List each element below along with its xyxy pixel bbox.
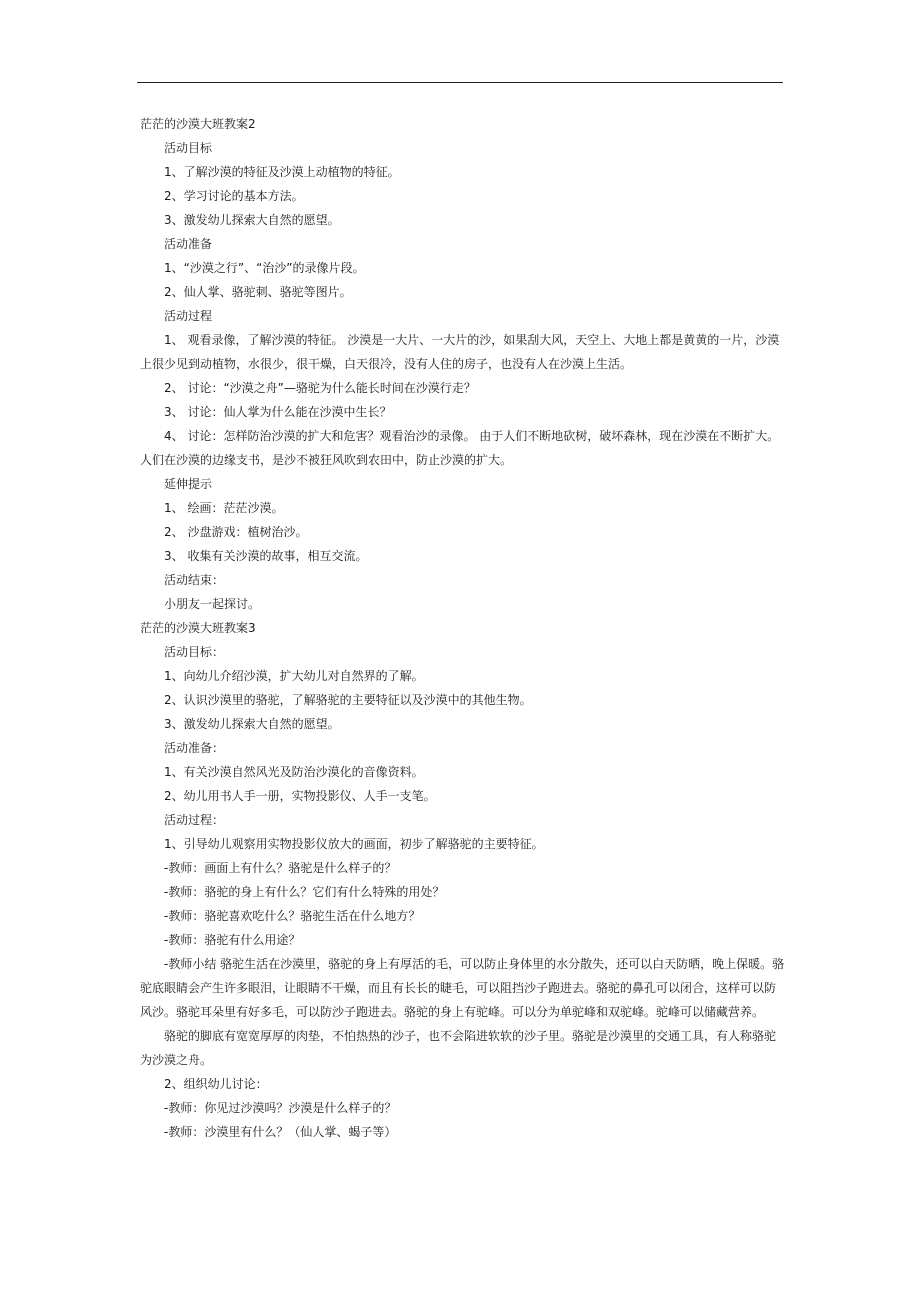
- process-item: 2、 讨论：“沙漠之舟”—骆驼为什么能长时间在沙漠行走？: [164, 381, 476, 395]
- extension-heading: 延伸提示: [164, 477, 213, 491]
- teacher-question: -教师：骆驼有什么用途？: [164, 933, 301, 947]
- teacher-summary: -教师小结 骆驼生活在沙漠里，骆驼的身上有厚活的毛，可以防止身体里的水分散失，还可以白天防晒，晚上保暖。骆驼底眼睛会产生许多眼泪，让眼睛不干燥，而且有长长的睫毛，可以阻挡沙子跑进去。骆驼的鼻孔可以闭合，这样可以防风沙。骆驼耳朵里有好多毛，可以防沙子跑进去。骆驼的身上有驼峰。可以分为单驼峰和双驼峰。驼峰可以储藏营养。: [140, 957, 785, 1019]
- process-item: 1、 观看录像，了解沙漠的特征。 沙漠是一大片、一大片的沙，如果刮大风，天空上、大地上都是黄黄的一片，沙漠上很少见到动植物，水很少，很干燥，白天很冷，没有人住的房子，也没有人在沙漠上生活。: [140, 333, 780, 371]
- process-item: 3、 讨论：仙人掌为什么能在沙漠中生长？: [164, 405, 392, 419]
- section-title: 茫茫的沙漠大班教案2: [140, 117, 256, 131]
- prep-heading: 活动准备: [164, 237, 213, 251]
- extension-item: 1、 绘画：茫茫沙漠。: [164, 501, 284, 515]
- goal-item: 1、向幼儿介绍沙漠，扩大幼儿对自然界的了解。: [164, 669, 424, 683]
- teacher-question: -教师：沙漠里有什么？（仙人掌、蝎子等）: [164, 1125, 397, 1139]
- process-heading: 活动过程: [164, 309, 213, 323]
- process-item: 2、组织幼儿讨论：: [164, 1077, 268, 1091]
- goal-item: 1、了解沙漠的特征及沙漠上动植物的特征。: [164, 165, 400, 179]
- prep-item: 2、幼儿用书人手一册，实物投影仪、人手一支笔。: [164, 789, 436, 803]
- teacher-question: -教师：骆驼的身上有什么？它们有什么特殊的用处？: [164, 885, 445, 899]
- teacher-question: -教师：你见过沙漠吗？沙漠是什么样子的？: [164, 1101, 397, 1115]
- prep-item: 1、有关沙漠自然风光及防治沙漠化的音像资料。: [164, 765, 424, 779]
- end-text: 小朋友一起探讨。: [164, 597, 261, 611]
- goal-item: 3、激发幼儿探索大自然的愿望。: [164, 213, 340, 227]
- prep-item: 2、仙人掌、骆驼刺、骆驼等图片。: [164, 285, 352, 299]
- summary-paragraph: 骆驼的脚底有宽宽厚厚的肉垫，不怕热热的沙子，也不会陷进软软的沙子里。骆驼是沙漠里的交通工具，有人称骆驼为沙漠之舟。: [140, 1029, 777, 1067]
- process-heading: 活动过程：: [164, 813, 225, 827]
- goal-item: 3、激发幼儿探索大自然的愿望。: [164, 717, 340, 731]
- prep-item: 1、“沙漠之行”、“治沙”的录像片段。: [164, 261, 365, 275]
- goal-item: 2、学习讨论的基本方法。: [164, 189, 304, 203]
- section-title: 茫茫的沙漠大班教案3: [140, 621, 256, 635]
- process-item: 1、引导幼儿观察用实物投影仪放大的画面，初步了解骆驼的主要特征。: [164, 837, 544, 851]
- goal-heading: 活动目标: [164, 141, 213, 155]
- teacher-question: -教师：画面上有什么？骆驼是什么样子的？: [164, 861, 397, 875]
- goal-item: 2、认识沙漠里的骆驼，了解骆驼的主要特征以及沙漠中的其他生物。: [164, 693, 532, 707]
- document-body: [140, 112, 786, 1144]
- extension-item: 2、 沙盘游戏：植树治沙。: [164, 525, 308, 539]
- header-rule: [137, 82, 783, 83]
- goal-heading: 活动目标：: [164, 645, 225, 659]
- process-item: 4、 讨论：怎样防治沙漠的扩大和危害？观看治沙的录像。 由于人们不断地砍树，破坏森林，现在沙漠在不断扩大。人们在沙漠的边缘支书，是沙不被狂风吹到农田中，防止沙漠的扩大。: [140, 429, 780, 467]
- end-heading: 活动结束：: [164, 573, 225, 587]
- teacher-question: -教师：骆驼喜欢吃什么？骆驼生活在什么地方？: [164, 909, 421, 923]
- prep-heading: 活动准备：: [164, 741, 225, 755]
- extension-item: 3、 收集有关沙漠的故事，相互交流。: [164, 549, 368, 563]
